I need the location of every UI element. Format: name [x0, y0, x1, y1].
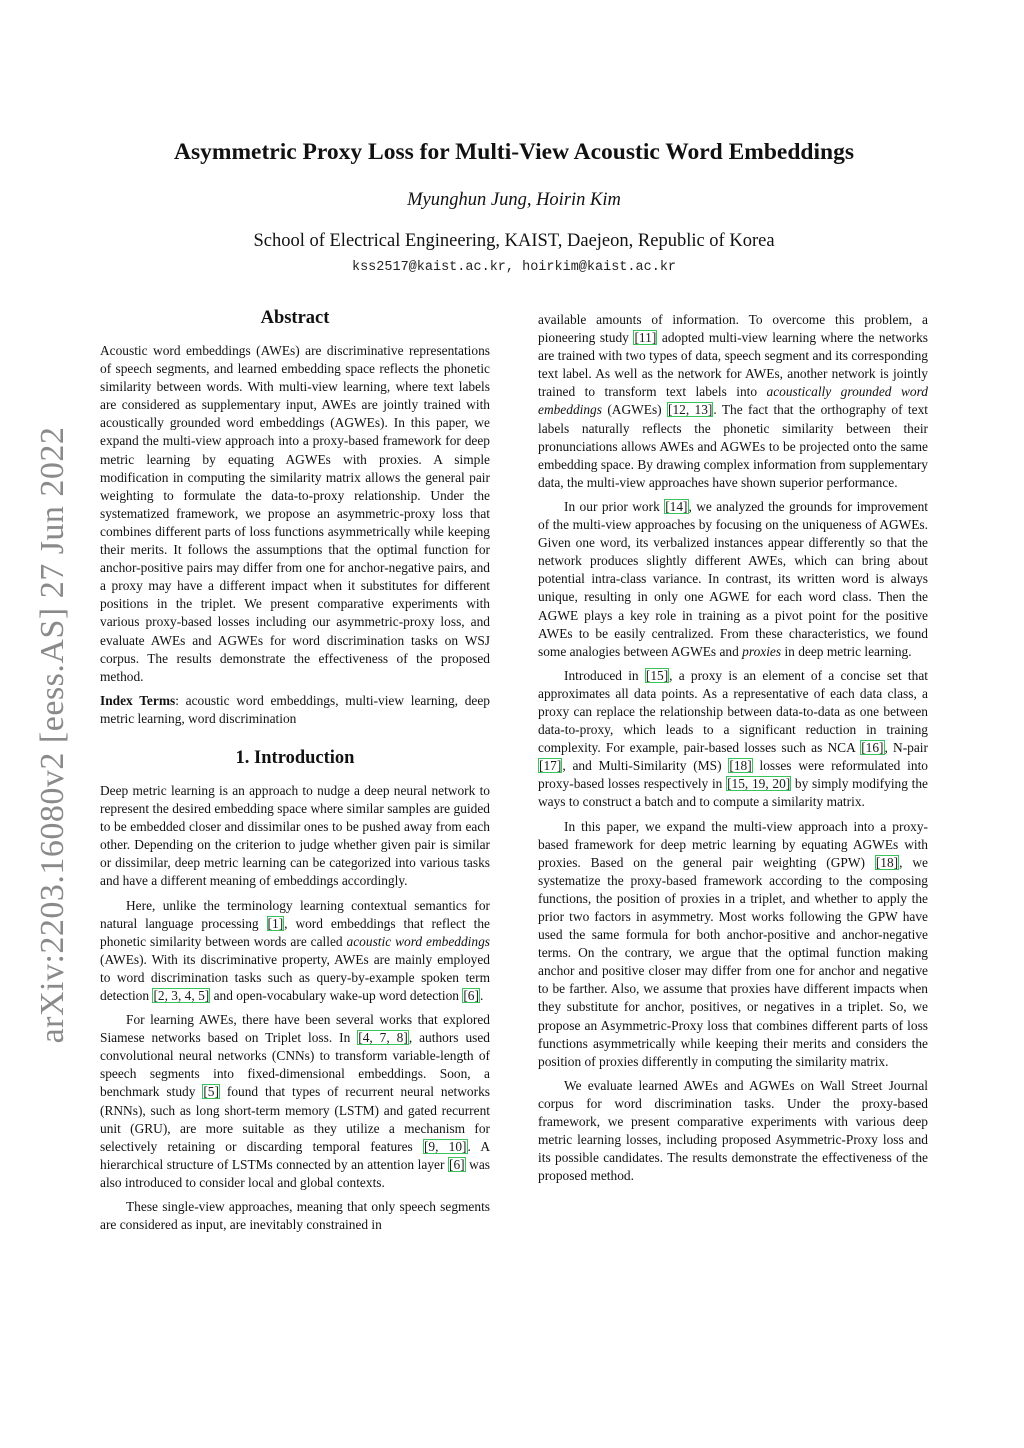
citation-link[interactable]: [12, 13] — [667, 402, 713, 418]
citation-link[interactable]: [17] — [539, 758, 562, 774]
index-terms-label: Index Terms — [100, 692, 176, 708]
intro-paragraph-3: For learning AWEs, there have been several works that explored Siamese networks based on Triplet loss. In [4, 7, 8], authors used convolutional neural networks (CNNs) to transform variable-length of speech segments into fixed-dimensional embeddings. Soon, a benchmark study [5] found that types of recurrent neural networks (RNNs), such as long short-term memory (LSTM) and gated recurrent unit (GRU), are more suitable as they utilize a mechanism for selectively retaining or discarding temporal features [9, 10]. A hierarchical structure of LSTMs connected by an attention layer [6] was also introduced to consider local and global contexts. — [100, 1012, 490, 1190]
index-terms — [100, 692, 490, 728]
intro-paragraph-2: Here, unlike the terminology learning contextual semantics for natural language processing [1], word embeddings that reflect the phonetic similarity between words are called acoustic word embeddings (AWEs). With its discriminative property, AWEs are mainly employed to word discrimination tasks such as query-by-example spoken term detection [2, 3, 4, 5] and open-vocabulary wake-up word detection [6]. — [100, 897, 490, 1003]
paper-title: Asymmetric Proxy Loss for Multi-View Acoustic Word Embeddings — [174, 139, 854, 165]
citation-link[interactable]: [14] — [665, 498, 688, 514]
citation-link[interactable]: [11] — [634, 330, 657, 346]
citation-link[interactable]: [1] — [267, 915, 284, 931]
citation-link[interactable]: [15, 19, 20] — [727, 776, 791, 792]
left-column — [100, 306, 490, 1240]
intro-paragraph-1: Deep metric learning is an approach to nudge a deep neural network to represent the desired embedding space where similar samples are guided to be embedded closer and dissimilar ones to be pushed away from each other. Depending on the criterion to judge whether given pair is similar or dissimilar, deep metric learning can be categorized into various tasks and have a different meaning of embeddings accordingly. — [100, 782, 490, 889]
index-terms-text: : acoustic word embeddings, multi-view learning, deep metric learning, word discrimination — [100, 692, 490, 726]
citation-link[interactable]: [18] — [729, 758, 752, 774]
author-emails: kss2517@kaist.ac.kr, hoirkim@kaist.ac.kr — [351, 260, 677, 275]
citation-link[interactable]: [2, 3, 4, 5] — [153, 988, 210, 1003]
citation-link[interactable]: [5] — [203, 1084, 219, 1100]
authors: Myunghun Jung, Hoirin Kim — [407, 190, 621, 210]
right-paragraph-1: available amounts of information. To overcome this problem, a pioneering study [11] adopted multi-view learning where the networks are trained with two types of data, speech segment and its corresponding text label. As well as the network for AWEs, another network is jointly trained to transform text labels into acoustically grounded word embeddings (AGWEs) [12, 13]. The fact that the orthography of text labels naturally reflects the phonetic similarity between their pronunciations allows AWEs and AGWEs to be projected onto the same embedding space. By drawing complex information from supplementary data, the multi-view approaches have shown superior performance. — [538, 312, 929, 490]
abstract-text: Acoustic word embeddings (AWEs) are discriminative representations of speech segments, and learned embedding space reflects the phonetic similarity between words. With multi-view learning, where text labels are considered as supplementary input, AWEs are jointly trained with acoustically grounded word embeddings (AGWEs). In this paper, we expand the multi-view approach into a proxy-based framework for deep metric learning by equating AGWEs with proxies. A simple modification in computing the similarity matrix allows the general pair weighting to formulate the data-to-proxy relationship. Under the systematized framework, we propose an asymmetric-proxy loss that combines different parts of loss functions asymmetrically while keeping their merits. It follows the assumptions that the optimal function for anchor-positive pairs may differ from one for anchor-negative pairs, and a proxy may have a different impact when it substitutes for different positions in the triplet. We present comparative experiments with various proxy-based losses including our asymmetric-proxy loss, and evaluate AWEs and AGWEs for word discrimination tasks on WSJ corpus. The results demonstrate the effectiveness of the proposed method. — [100, 343, 490, 684]
intro-paragraph-4: These single-view approaches, meaning that only speech segments are considered as input, are inevitably constrained in — [100, 1199, 490, 1233]
citation-link[interactable]: [16] — [861, 740, 884, 756]
citation-link[interactable]: [15] — [645, 667, 669, 683]
right-paragraph-4: In this paper, we expand the multi-view approach into a proxy-based framework for deep metric learning by equating AGWEs with proxies. Based on the general pair weighting (GPW) [18], we systematize the proxy-based framework according to the composing functions, the position of proxies in a triplet, and whether to apply the prior two factors in asymmetry. Most works following the GPW have used the same formula for both anchor-positive and anchor-negative terms. On the contrary, we argue that the optimal function making anchor and positive closer may differ from one for anchor and negative to be farther. Also, we assume that proxies have different impacts when they substitute for anchor, positives, or negatives in a triplet. So, we propose an Asymmetric-Proxy loss that combines different parts of loss functions asymmetrically while keeping their merits and considers the position of proxies differently in computing the similarity matrix. — [538, 818, 928, 1069]
affiliation: School of Electrical Engineering, KAIST, Daejeon, Republic of Korea — [253, 231, 775, 251]
arxiv-stamp — [30, 0, 76, 1448]
citation-link[interactable]: [18] — [875, 854, 899, 870]
right-paragraph-2: In our prior work [14], we analyzed the grounds for improvement of the multi-view approaches by focusing on the uniqueness of AGWEs. Given one word, its verbalized instances appear differently so that the network produces slightly different AWEs, which can bring about potential intra-class variance. In contrast, its written word is always unique, resulting in only one AGWE for each word class. Then the AGWE plays a key role in training as a pivot point for the positive AWEs to be easily centralized. From these characteristics, we found some analogies between AGWEs and proxies in deep metric learning. — [538, 498, 928, 659]
citation-link[interactable]: [4, 7, 8] — [358, 1030, 408, 1046]
abstract-heading: Abstract — [260, 308, 330, 328]
citation-link[interactable]: [9, 10] — [423, 1138, 467, 1154]
right-paragraph-3: Introduced in [15], a proxy is an element of a concise set that approximates all data points. As a representative of each data class, a proxy can replace the relationship between data-to-data as one between data-to-proxy, which leads to a significant reduction in training complexity. For example, pair-based losses such as NCA [16], N-pair [17], and Multi-Similarity (MS) [18] losses were reformulated into proxy-based losses respectively in [15, 19, 20] by simply modifying the ways to construct a batch and to compute a similarity matrix. — [538, 667, 928, 810]
citation-link[interactable]: [6] — [463, 988, 479, 1003]
right-paragraph-5: We evaluate learned AWEs and AGWEs on Wall Street Journal corpus for word discrimination tasks. Under the proxy-based framework, we present comparative experiments with various deep metric learning losses, including proposed Asymmetric-Proxy loss and its possible candidates. The results demonstrate the effectiveness of the proposed method. — [538, 1077, 928, 1184]
arxiv-id: arXiv:2203.16080v2 [eess.AS] 27 Jun 2022 — [34, 426, 71, 1044]
introduction-heading: 1. Introduction — [235, 747, 355, 768]
right-column — [538, 311, 928, 1191]
citation-link[interactable]: [6] — [448, 1156, 465, 1172]
